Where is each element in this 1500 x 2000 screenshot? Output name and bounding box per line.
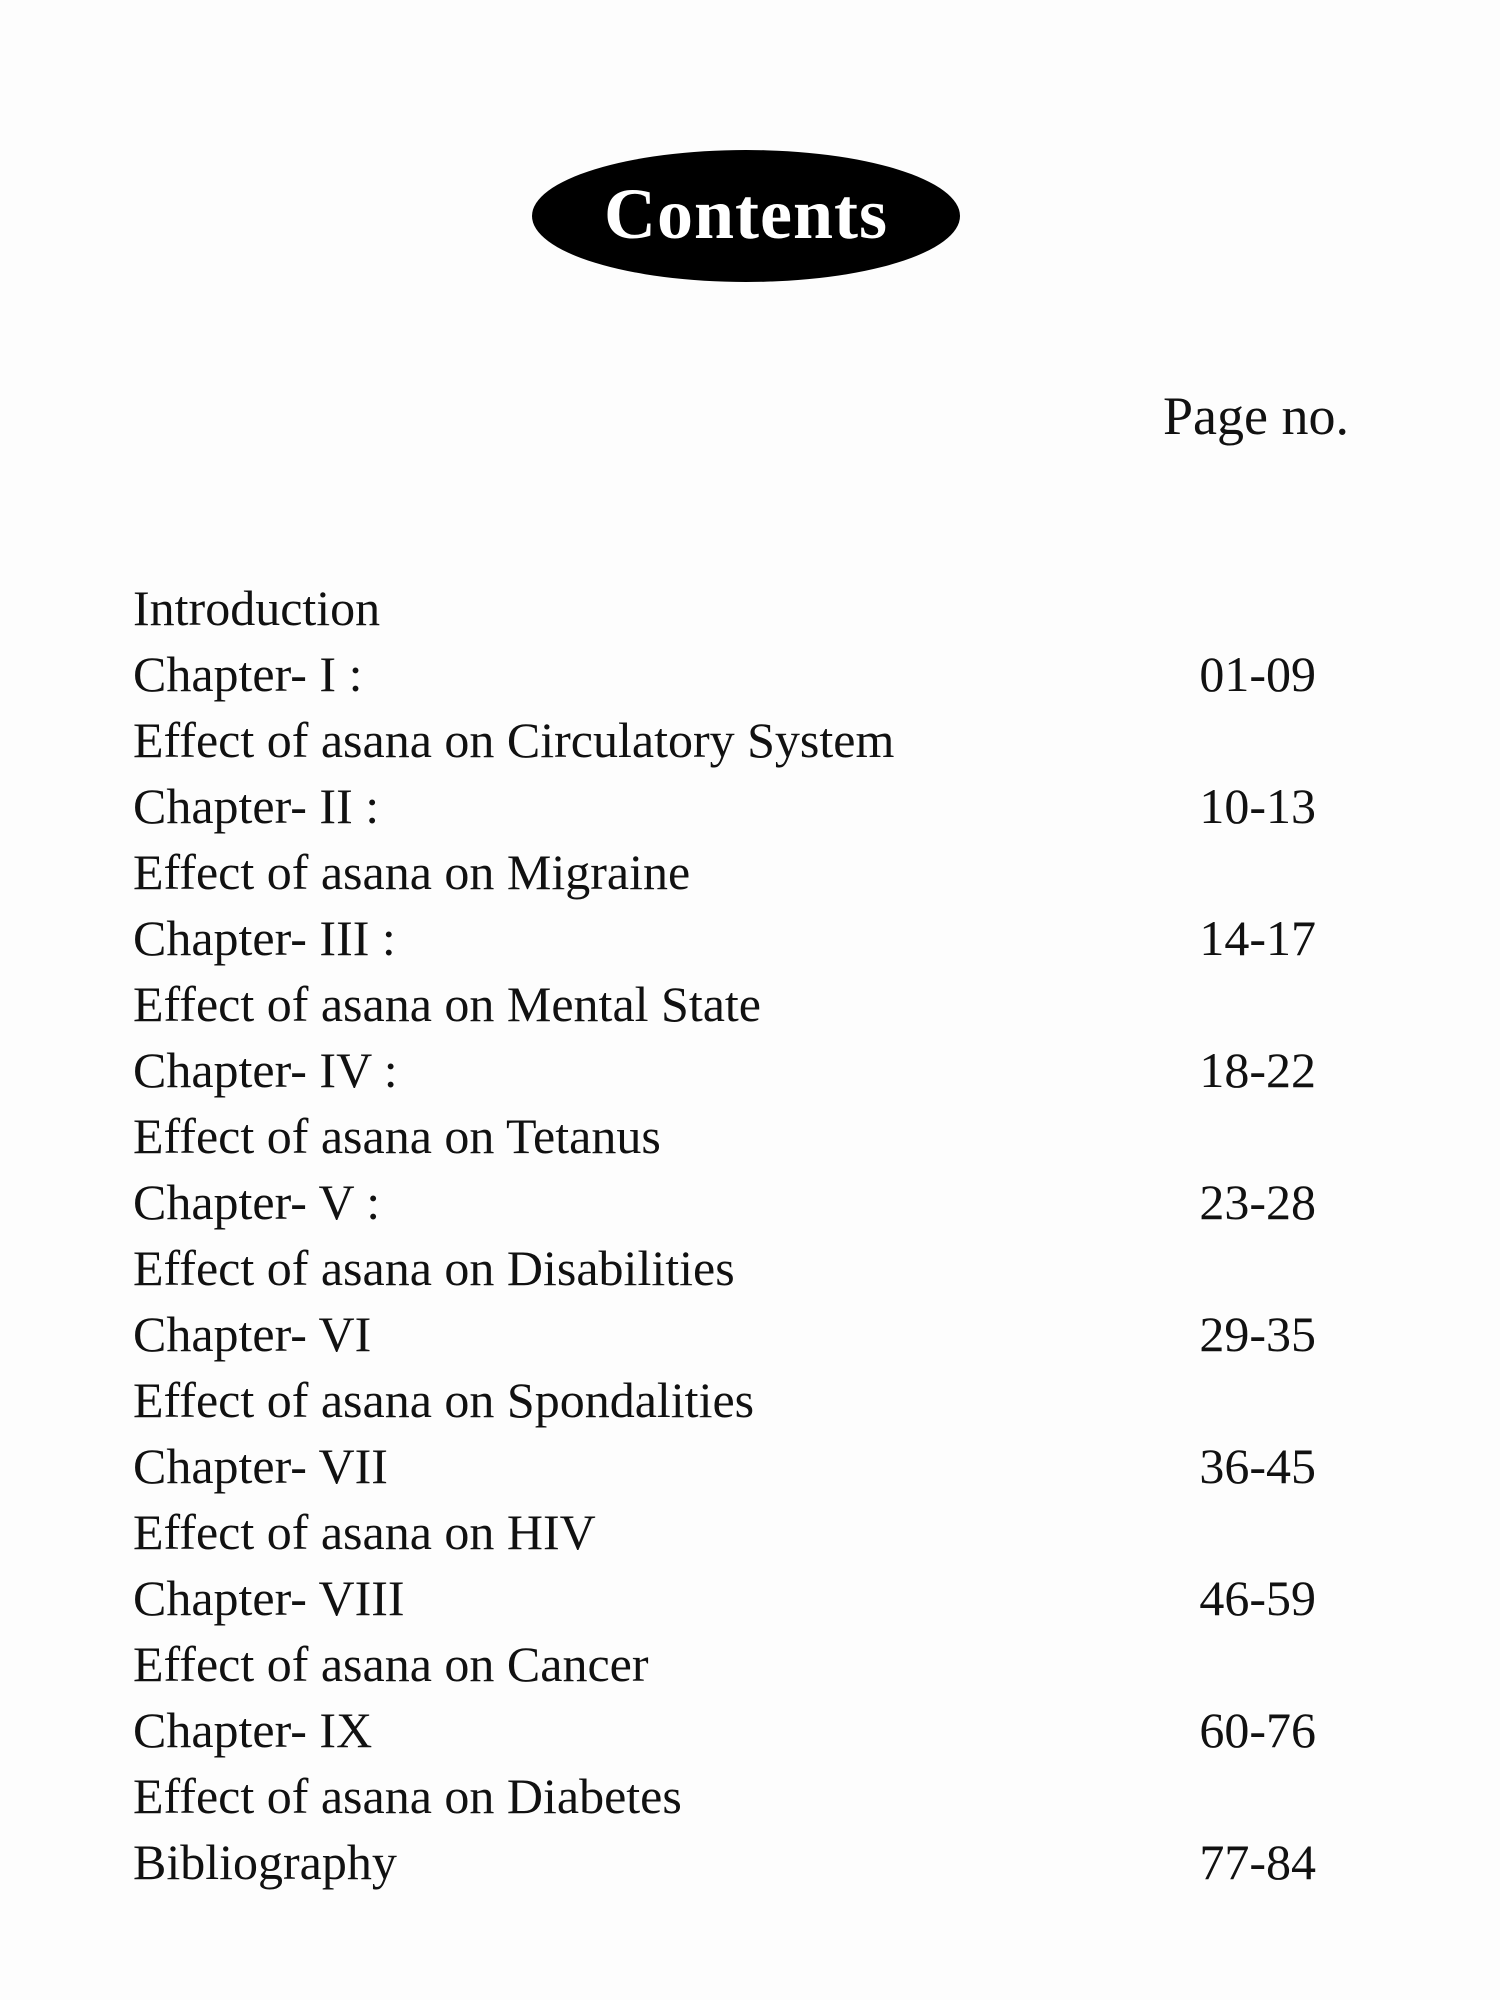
toc-entry-text: Chapter- I : [133, 646, 363, 702]
table-of-contents [133, 575, 1348, 1895]
toc-entry-text: Effect of asana on Circulatory System [133, 712, 895, 768]
toc-page-range: 29-35 [1199, 1306, 1316, 1362]
page-title: Contents [603, 173, 888, 254]
toc-entry-text: Bibliography [133, 1834, 397, 1890]
toc-page-range: 77-84 [1199, 1834, 1316, 1890]
toc-entry-text: Effect of asana on Mental State [133, 976, 762, 1032]
toc-entry-text: Chapter- VII [133, 1438, 388, 1494]
toc-page-range: 23-28 [1199, 1174, 1316, 1230]
toc-entry-text: Chapter- IX [133, 1702, 373, 1758]
toc-entry-text: Effect of asana on HIV [133, 1504, 596, 1560]
toc-line [133, 1697, 1348, 1763]
page-number-column-header: Page no. [1163, 386, 1349, 446]
toc-page-range: 01-09 [1199, 646, 1316, 702]
toc-entry-text: Chapter- V : [133, 1174, 381, 1230]
toc-entry-text: Effect of asana on Migraine [133, 844, 691, 900]
toc-line [133, 707, 1348, 773]
toc-line [133, 905, 1348, 971]
toc-page-range: 18-22 [1199, 1042, 1316, 1098]
toc-line [133, 1433, 1348, 1499]
toc-page-range: 36-45 [1199, 1438, 1316, 1494]
title-badge [532, 150, 960, 282]
toc-entry-text: Chapter- II : [133, 778, 380, 834]
toc-line [133, 839, 1348, 905]
toc-line [133, 1103, 1348, 1169]
toc-line [133, 1829, 1348, 1895]
toc-line [133, 1499, 1348, 1565]
toc-line [133, 1301, 1348, 1367]
toc-line [133, 1763, 1348, 1829]
toc-entry-text: Effect of asana on Spondalities [133, 1372, 755, 1428]
toc-line [133, 773, 1348, 839]
toc-line [133, 1169, 1348, 1235]
toc-page-range: 10-13 [1199, 778, 1316, 834]
toc-entry-text: Effect of asana on Cancer [133, 1636, 649, 1692]
toc-line [133, 1367, 1348, 1433]
toc-line [133, 971, 1348, 1037]
toc-line [133, 1235, 1348, 1301]
toc-page-range: 60-76 [1199, 1702, 1316, 1758]
toc-page-range: 46-59 [1199, 1570, 1316, 1626]
toc-entry-text: Effect of asana on Diabetes [133, 1768, 682, 1824]
toc-line [133, 1037, 1348, 1103]
toc-line [133, 1631, 1348, 1697]
toc-entry-text: Introduction [133, 580, 381, 636]
toc-line [133, 641, 1348, 707]
toc-line [133, 575, 1348, 641]
toc-entry-text: Chapter- VI [133, 1306, 372, 1362]
toc-entry-text: Chapter- VIII [133, 1570, 405, 1626]
toc-entry-text: Effect of asana on Disabilities [133, 1240, 735, 1296]
toc-entry-text: Effect of asana on Tetanus [133, 1108, 661, 1164]
toc-page-range: 14-17 [1199, 910, 1316, 966]
toc-entry-text: Chapter- III : [133, 910, 396, 966]
toc-line [133, 1565, 1348, 1631]
toc-entry-text: Chapter- IV : [133, 1042, 398, 1098]
